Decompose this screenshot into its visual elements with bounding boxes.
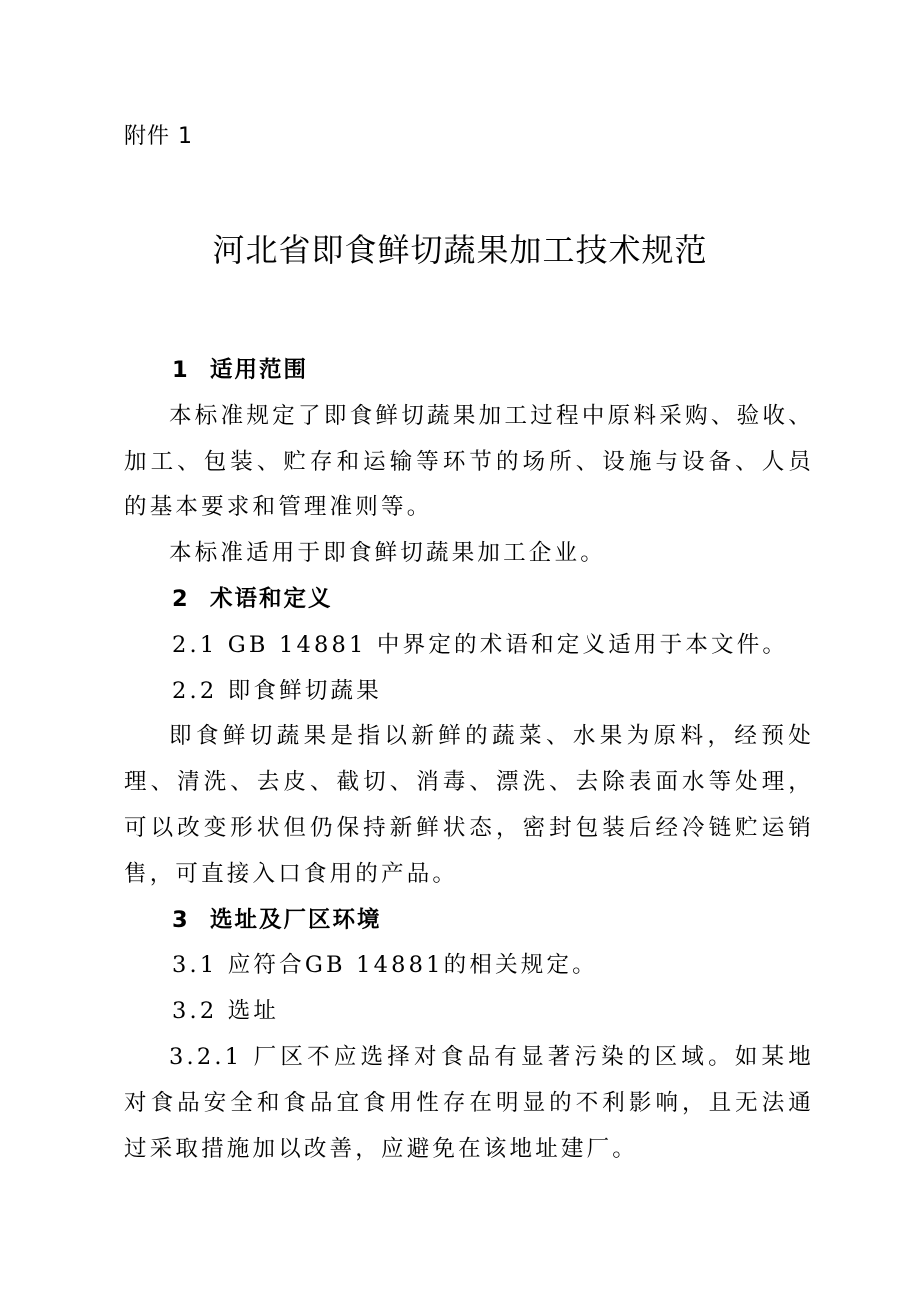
document-body: [124, 348, 814, 1172]
section-number: 1: [172, 357, 190, 383]
attachment-label: 附件 1: [124, 124, 193, 149]
section-title: 选址及厂区环境: [210, 906, 382, 933]
section-number: 3: [172, 906, 190, 933]
section-heading-terms: [124, 577, 814, 623]
paragraph-clause-3-2-1: 3.2.1 厂区不应选择对食品有显著污染的区域。如某地对食品安全和食品宜食用性存在明显的不利影响，且无法通过采取措施加以改善，应避免在该地址建厂。: [124, 1043, 814, 1162]
clause-3-1: 3.1 应符合GB 14881的相关规定。: [172, 952, 598, 979]
clause-2-1: 2.1 GB 14881 中界定的术语和定义适用于本文件。: [172, 631, 789, 658]
paragraph-scope-2: 本标准适用于即食鲜切蔬果加工企业。: [169, 540, 606, 567]
paragraph-definition: 即食鲜切蔬果是指以新鲜的蔬菜、水果为原料，经预处理、清洗、去皮、截切、消毒、漂洗、去除表面水等处理，可以改变形状但仍保持新鲜状态，密封包装后经冷链贮运销售，可直接入口食用的产品。: [124, 723, 814, 887]
section-number: 2: [172, 585, 190, 612]
section-heading-scope: [124, 348, 814, 394]
section-title: 术语和定义: [210, 585, 333, 612]
document-title: 河北省即食鲜切蔬果加工技术规范: [212, 231, 708, 269]
section-heading-site: [124, 898, 814, 944]
section-title: 适用范围: [210, 357, 309, 383]
clause-2-2: 2.2 即食鲜切蔬果: [172, 677, 382, 704]
paragraph-scope-1: 本标准规定了即食鲜切蔬果加工过程中原料采购、验收、加工、包装、贮存和运输等环节的场所、设施与设备、人员的基本要求和管理准则等。: [124, 402, 814, 521]
clause-3-2: 3.2 选址: [172, 998, 280, 1025]
